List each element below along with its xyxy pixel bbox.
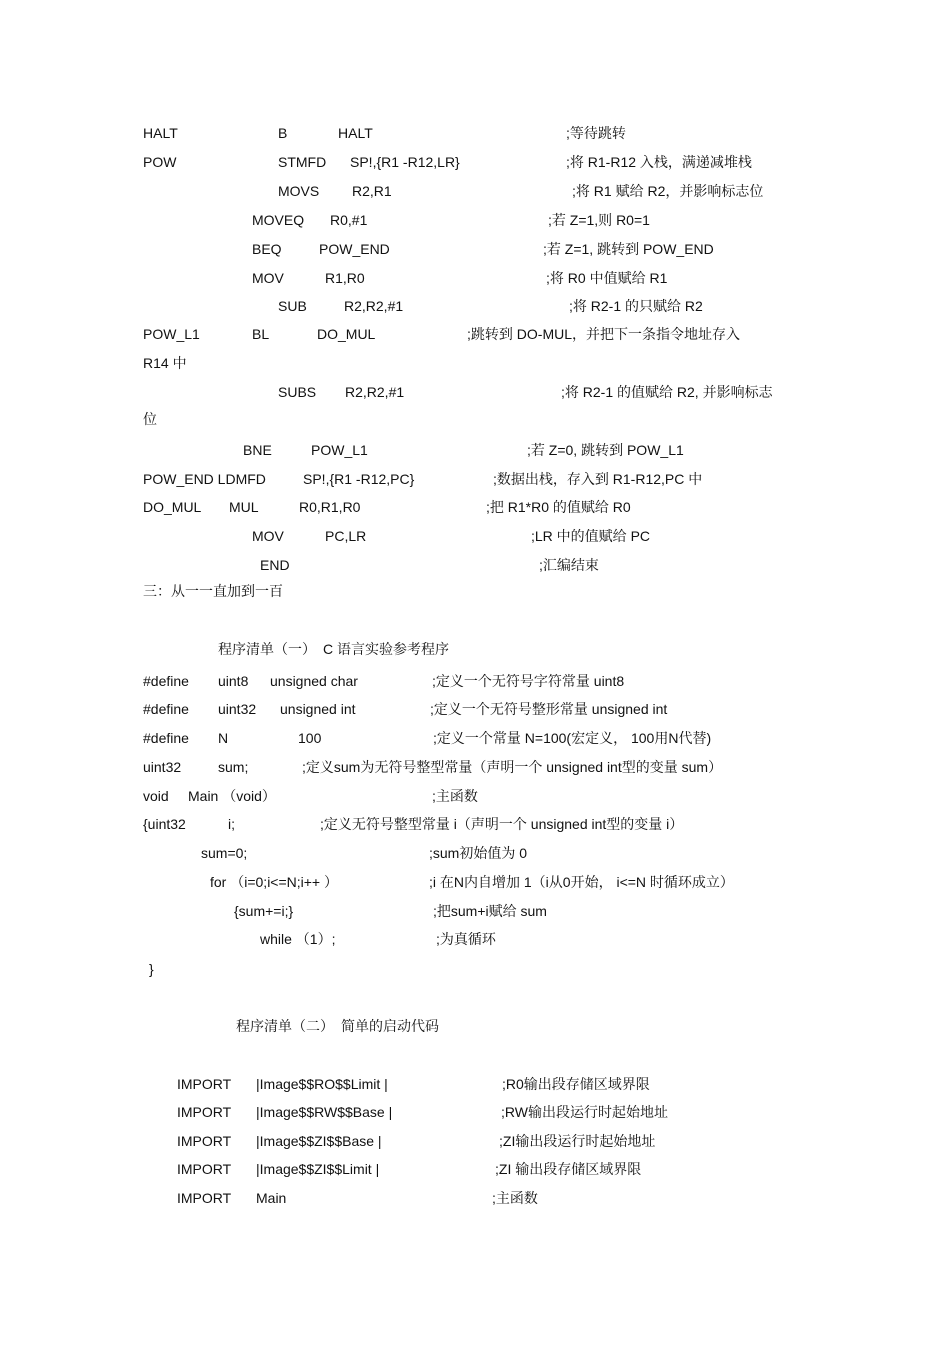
asm-comment: ;跳转到 DO-MUL，并把下一条指令地址存入 [467, 326, 740, 342]
c-keyword: #define [143, 673, 189, 689]
asm-opcode: MOV [252, 270, 284, 286]
import-symbol: Main [256, 1190, 287, 1206]
c-token: N [218, 730, 229, 746]
import-keyword: IMPORT [177, 1190, 232, 1206]
import-comment: ;ZI输出段运行时起始地址 [499, 1133, 656, 1149]
c-token: 100 [298, 730, 322, 746]
asm-comment: ;将 R2-1 的值赋给 R2, 并影响标志 [561, 384, 773, 400]
c-comment: ;为真循环 [436, 931, 496, 947]
asm-operand: R2,R2,#1 [344, 298, 404, 314]
asm-operand: HALT [338, 125, 373, 141]
asm-operand: R1,R0 [325, 270, 365, 286]
listing-title: 程序清单（二） 简单的启动代码 [236, 1018, 439, 1034]
asm-comment: ;LR 中的值赋给 PC [531, 528, 651, 544]
asm-opcode: SUB [278, 298, 307, 314]
import-comment: ;ZI 输出段存储区域界限 [495, 1161, 642, 1177]
asm-operand: R2,R1 [352, 183, 392, 199]
asm-operand: R2,R2,#1 [345, 384, 405, 400]
asm-comment: ;数据出栈，存入到 R1-R12,PC 中 [493, 471, 703, 487]
import-symbol: |Image$$RW$$Base | [256, 1104, 393, 1120]
c-token: sum; [218, 759, 249, 775]
asm-operand: SP!,{R1 -R12,LR} [350, 154, 460, 170]
import-symbol: |Image$$ZI$$Base | [256, 1133, 382, 1149]
asm-opcode: MOVS [278, 183, 320, 199]
asm-opcode: B [278, 125, 288, 141]
asm-label: HALT [143, 125, 178, 141]
asm-opcode: BNE [243, 442, 272, 458]
c-token: uint32 [218, 701, 257, 717]
asm-comment-continuation: 位 [143, 411, 157, 427]
c-token: sum=0; [201, 845, 248, 861]
asm-comment: ;将 R2-1 的只赋给 R2 [569, 298, 703, 314]
asm-operand: DO_MUL [317, 326, 376, 342]
c-comment: ;i 在N内自增加 1（i从0开始， i<=N 时循环成立） [429, 874, 734, 890]
asm-comment: ;将 R0 中值赋给 R1 [546, 270, 668, 286]
asm-opcode: END [260, 557, 290, 573]
c-token: {sum+=i;} [234, 903, 294, 919]
listing-title: 程序清单（一） C 语言实验参考程序 [218, 641, 449, 657]
import-keyword: IMPORT [177, 1104, 232, 1120]
asm-label: POW_L1 [143, 326, 200, 342]
asm-opcode: BL [252, 326, 270, 342]
asm-comment-continuation: R14 中 [143, 355, 187, 371]
import-comment: ;主函数 [492, 1190, 538, 1206]
asm-operand: R0,#1 [330, 212, 368, 228]
asm-operand: POW_END [319, 241, 390, 257]
import-comment: ;R0输出段存储区域界限 [502, 1076, 650, 1092]
asm-comment: ;将 R1 赋给 R2，并影响标志位 [572, 183, 764, 199]
section-heading: 三：从一一直加到一百 [143, 583, 283, 599]
asm-comment: ;若 Z=1, 跳转到 POW_END [543, 241, 714, 257]
c-token: while （1）; [260, 931, 336, 947]
c-comment: ;定义无符号整型常量 i（声明一个 unsigned int型的变量 i） [320, 816, 684, 832]
c-token: void [143, 788, 169, 804]
asm-comment: ;将 R1-R12 入栈，满递减堆栈 [566, 154, 752, 170]
c-token: uint8 [218, 673, 249, 689]
asm-operand: R0,R1,R0 [299, 499, 361, 515]
c-comment: ;主函数 [432, 788, 478, 804]
asm-comment: ;若 Z=1,则 R0=1 [548, 212, 650, 228]
import-symbol: |Image$$ZI$$Limit | [256, 1161, 380, 1177]
c-token: {uint32 [143, 816, 186, 832]
asm-operand: POW_L1 [311, 442, 368, 458]
asm-label: POW [143, 154, 177, 170]
c-token: for （i=0;i<=N;i++ ） [210, 874, 339, 890]
asm-opcode: MUL [229, 499, 259, 515]
asm-comment: ;把 R1*R0 的值赋给 R0 [486, 499, 631, 515]
c-token: unsigned char [270, 673, 358, 689]
c-comment: ;sum初始值为 0 [429, 845, 528, 861]
asm-label: DO_MUL [143, 499, 202, 515]
c-keyword: #define [143, 730, 189, 746]
asm-operand: SP!,{R1 -R12,PC} [303, 471, 415, 487]
asm-operand: PC,LR [325, 528, 367, 544]
asm-opcode: STMFD [278, 154, 327, 170]
c-comment: ;把sum+i赋给 sum [433, 903, 547, 919]
c-token: unsigned int [280, 701, 356, 717]
asm-opcode: MOVEQ [252, 212, 305, 228]
c-token: } [149, 961, 154, 977]
c-token: uint32 [143, 759, 182, 775]
asm-comment: ;等待跳转 [566, 125, 626, 141]
c-comment: ;定义一个无符号整形常量 unsigned int [430, 701, 668, 717]
c-comment: ;定义一个无符号字符常量 uint8 [432, 673, 625, 689]
c-comment: ;定义一个常量 N=100(宏定义， 100用N代替) [433, 730, 712, 746]
c-token: Main （void） [188, 788, 276, 804]
import-keyword: IMPORT [177, 1161, 232, 1177]
asm-opcode: MOV [252, 528, 284, 544]
c-token: i; [228, 816, 235, 832]
asm-opcode: BEQ [252, 241, 282, 257]
asm-label: POW_END LDMFD [143, 471, 266, 487]
import-keyword: IMPORT [177, 1133, 232, 1149]
asm-opcode: SUBS [278, 384, 317, 400]
asm-comment: ;汇编结束 [539, 557, 599, 573]
import-comment: ;RW输出段运行时起始地址 [501, 1104, 668, 1120]
import-keyword: IMPORT [177, 1076, 232, 1092]
asm-comment: ;若 Z=0, 跳转到 POW_L1 [527, 442, 684, 458]
import-symbol: |Image$$RO$$Limit | [256, 1076, 388, 1092]
c-comment: ;定义sum为无符号整型常量（声明一个 unsigned int型的变量 sum） [302, 759, 723, 775]
c-keyword: #define [143, 701, 189, 717]
